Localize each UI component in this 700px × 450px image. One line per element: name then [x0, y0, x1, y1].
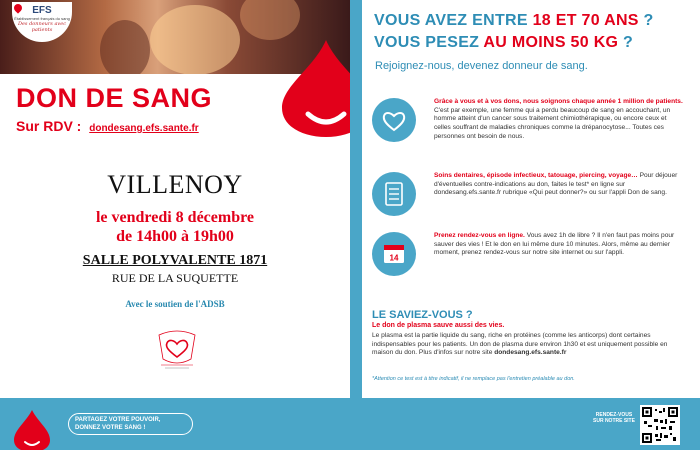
headline-weight: VOUS PESEZ AU MOINS 50 KG ? [374, 34, 634, 51]
headline-age: VOUS AVEZ ENTRE 18 ET 70 ANS ? [374, 12, 654, 29]
event-date [0, 208, 350, 246]
checklist-icon [372, 172, 416, 216]
qr-code[interactable] [640, 405, 680, 445]
event-date-day: le vendredi 8 décembre [95, 209, 255, 226]
calendar-day: 14 [389, 253, 399, 263]
efs-logo-brand: EFS [32, 5, 52, 16]
rdv-site-label: RENDEZ-VOUS SUR NOTRE SITE [593, 412, 635, 424]
heart-hands-icon [372, 98, 416, 142]
venue-name: SALLE POLYVALENTE 1871 [82, 253, 268, 268]
venue-street: RUE DE LA SUQUETTE [111, 271, 239, 285]
saviez-subtitle: Le don de plasma sauve aussi des vies. [372, 322, 505, 329]
share-bubble [68, 413, 193, 435]
support-text: Avec le soutien de l'ADSB [125, 299, 225, 309]
city-name: VILLENOY [107, 170, 243, 199]
footnote: *Attention ce test est à titre indicatif, il ne remplace pas l'entretien préalable au don. [372, 376, 575, 382]
rdv-link[interactable]: dondesang.efs.sante.fr [89, 123, 199, 134]
join-subhead: Rejoignez-nous, devenez donneur de sang. [375, 60, 588, 72]
adsb-logo [147, 325, 207, 375]
share-line-1: PARTAGEZ VOTRE POUVOIR, [75, 417, 161, 423]
calendar-icon [372, 232, 416, 276]
right-side-band [350, 0, 362, 450]
rdv-line [16, 118, 199, 134]
rdv-label: Sur RDV : [16, 118, 82, 134]
share-line-2: DONNEZ VOTRE SANG ! [75, 425, 146, 431]
efs-logo-script: Des donneurs avec patients [17, 21, 67, 33]
footer-drop-icon [12, 408, 52, 450]
saviez-link[interactable]: dondesang.efs.sante.fr [494, 349, 567, 357]
eligibility-headline [374, 10, 654, 54]
saviez-body: Le plasma est la partie liquide du sang, riche en protéines (comme les anticorps) dont certaines indispensables pour les patients. Un don de plasma dure environ 1h30 et est uniquement possible en maison du don. Plus d'infos sur notre site dondesang.efs.sante.fr [372, 332, 668, 357]
saviez-title: LE SAVIEZ-VOUS ? [372, 309, 473, 321]
section-patients-text: Grâce à vous et à vos dons, nous soignons chaque année 1 million de patients. C'est par exemple, une femme qui a perdu beaucoup de sang en accouchant, un homme atteint d'un cancer sous traitement chimiothérapique, ou encore ceux et celles souffrant de maladies chroniques comme la drépanocytose... Toutes ces personnes ont besoin de nous. [434, 98, 683, 140]
section-appointment-text: Prenez rendez-vous en ligne. Vous avez 1h de libre ? Il n'en faut pas moins pour sauver des vies ! Et le don en lui même dure 10 minutes. Alors, même au dernier moment, prenez rendez-vous sur notre site internet ou sur l'appli. [434, 232, 675, 257]
event-date-hours: de 14h00 à 19h00 [116, 228, 234, 245]
efs-logo-tagline: Établissement français du sang [14, 16, 70, 21]
section-contraindications-text: Soins dentaires, épisode infectieux, tatouage, piercing, voyage… Pour déjouer d'éventuelles contre-indications au don, faites le test* en ligne sur dondesang.efs.sante.fr rubrique «Qui peut donner?» ou sur l'appli Don de sang. [434, 172, 678, 197]
page-title: DON DE SANG [16, 83, 213, 113]
